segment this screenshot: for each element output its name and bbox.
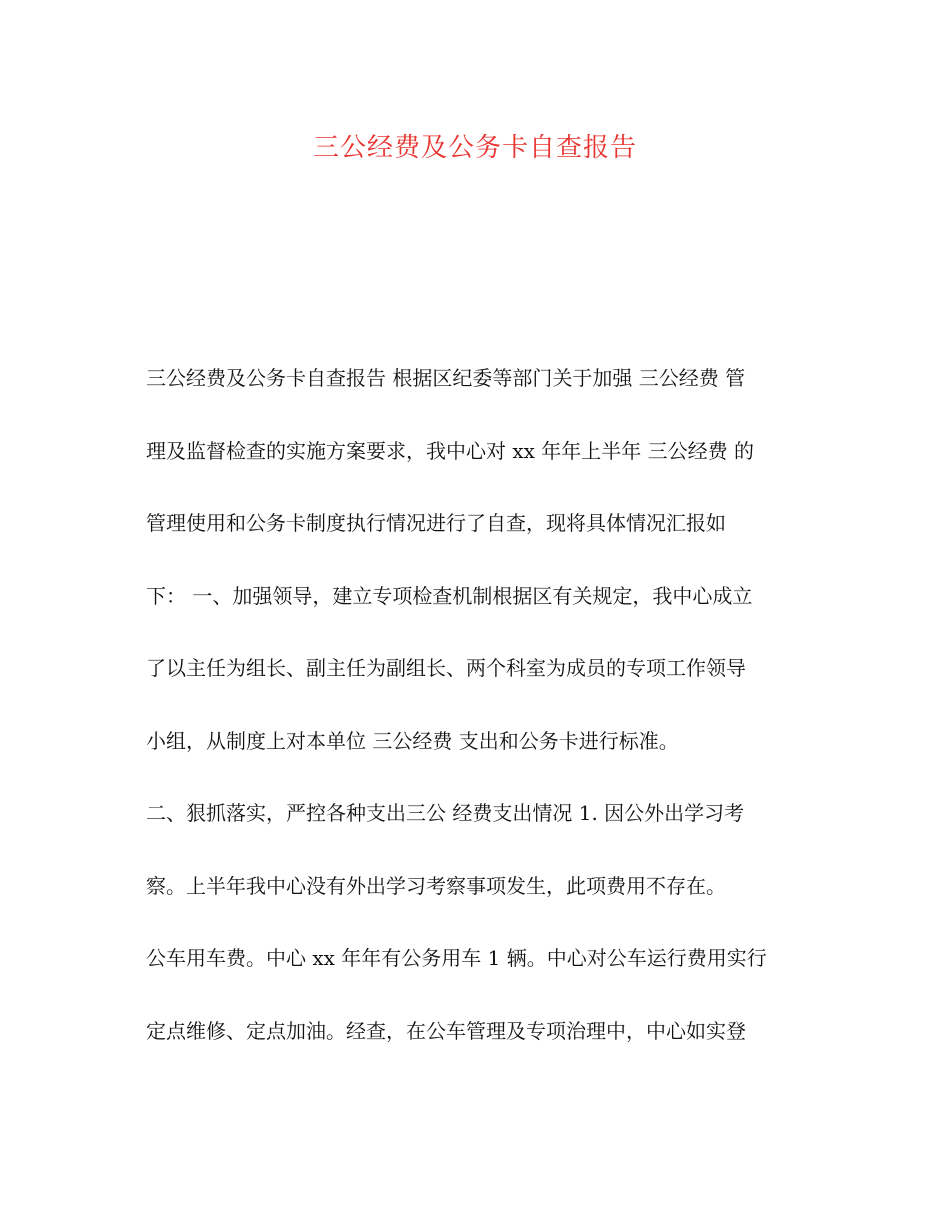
body-line: 二、狠抓落实，严控各种支出三公 经费支出情况 1. 因公外出学习考 bbox=[146, 801, 745, 825]
body-line: 理及监督检查的实施方案要求，我中心对 xx 年年上半年 三公经费 的 bbox=[146, 438, 754, 463]
body-line: 小组，从制度上对本单位 三公经费 支出和公务卡进行标准。 bbox=[146, 728, 679, 753]
body-line: 了以主任为组长、副主任为副组长、两个科室为成员的专项工作领导 bbox=[146, 656, 746, 680]
body-line: 三公经费及公务卡自查报告 根据区纪委等部门关于加强 三公经费 管 bbox=[146, 366, 746, 390]
body-line: 公车用车费。中心 xx 年年有公务用车 1 辆。中心对公车运行费用实行 bbox=[146, 946, 767, 970]
document-title: 三公经费及公务卡自查报告 bbox=[312, 133, 637, 163]
body-line: 定点维修、定点加油。经查，在公车管理及专项治理中，中心如实登 bbox=[146, 1018, 746, 1043]
body-line: 察。上半年我中心没有外出学习考察事项发生，此项费用不存在。 bbox=[146, 873, 726, 898]
body-line: 管理使用和公务卡制度执行情况进行了自查，现将具体情况汇报如 bbox=[146, 511, 726, 535]
document-body bbox=[146, 358, 816, 1083]
body-line: 下： 一、加强领导，建立专项检查机制根据区有关规定，我中心成立 bbox=[146, 583, 753, 608]
